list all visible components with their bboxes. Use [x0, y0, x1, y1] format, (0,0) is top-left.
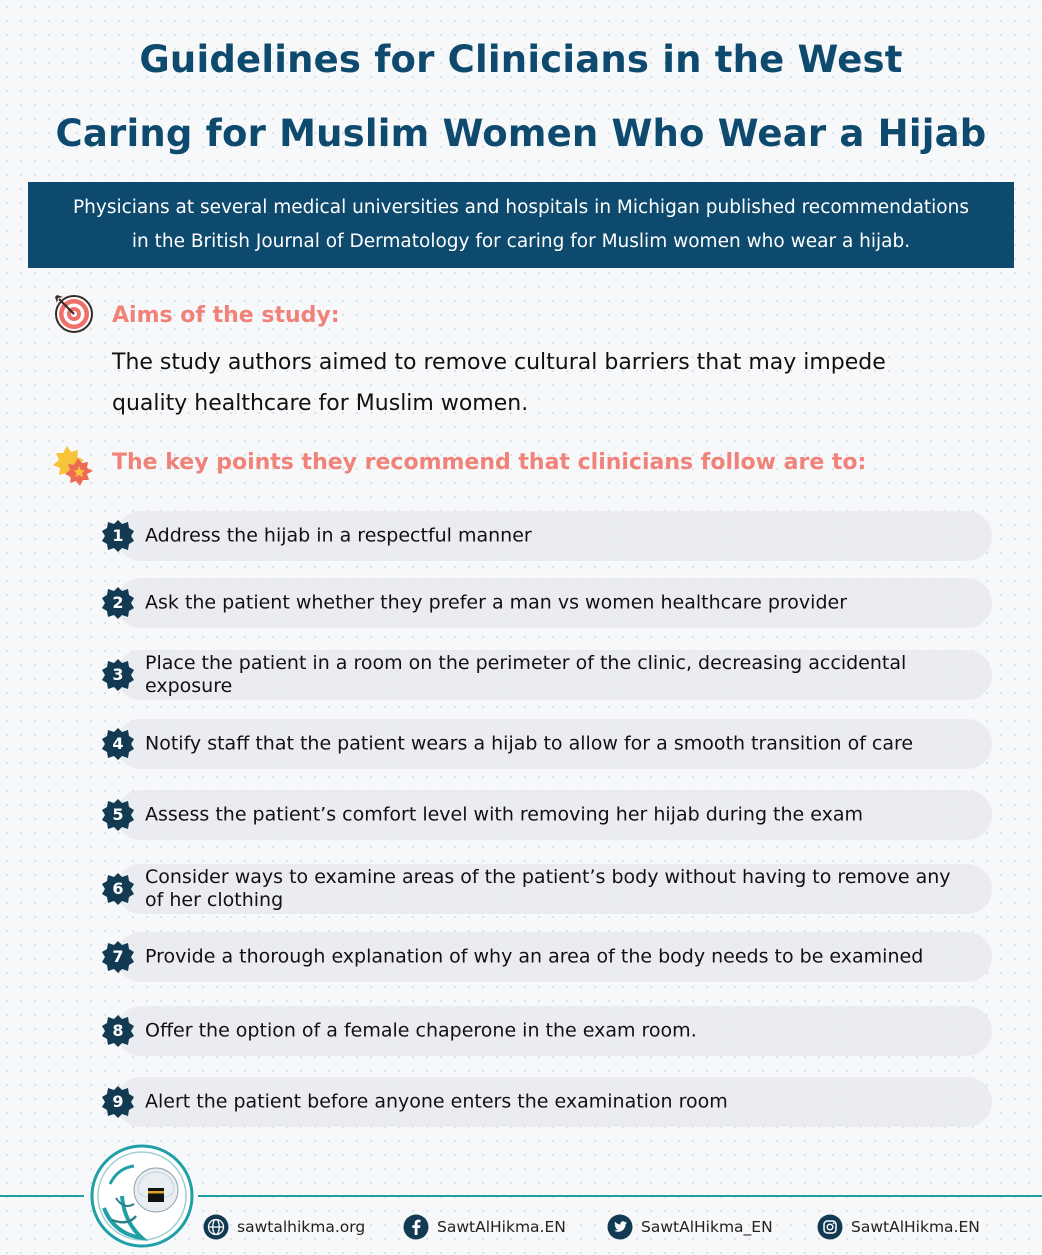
- list-item-text: Place the patient in a room on the perimeter of the clinic, decreasing accidental exposure: [145, 652, 907, 697]
- number-badge: 1: [100, 518, 136, 554]
- footer-link-label: SawtAlHikma_EN: [641, 1218, 773, 1236]
- footer-divider-left: [0, 1195, 84, 1197]
- page-title-line-2: Caring for Muslim Women Who Wear a Hijab: [55, 112, 987, 155]
- number-badge: 6: [100, 871, 136, 907]
- key-points-heading: The key points they recommend that clinicians follow are to:: [112, 450, 867, 475]
- number-badge: 2: [100, 585, 136, 621]
- aims-text: [112, 342, 992, 424]
- footer-link-label: sawtalhikma.org: [237, 1218, 366, 1236]
- number-badge: 4: [100, 726, 136, 762]
- footer-divider-right: [198, 1195, 1042, 1197]
- number-badge: 8: [100, 1013, 136, 1049]
- intro-line-2: in the British Journal of Dermatology for caring for Muslim women who wear a hijab.: [131, 231, 911, 252]
- number-badge: 9: [100, 1084, 136, 1120]
- list-item: [100, 650, 992, 700]
- footer-link-facebook[interactable]: [403, 1213, 566, 1241]
- list-item: [100, 790, 992, 840]
- list-item: [100, 932, 992, 982]
- list-item-text: Consider ways to examine areas of the patient’s body without having to remove any of her clothing: [145, 866, 951, 911]
- aims-line-1: The study authors aimed to remove cultural barriers that may impede: [112, 350, 886, 375]
- sawt-alhikma-logo: [88, 1138, 196, 1250]
- intro-banner: [28, 182, 1014, 268]
- page-title-line-1: Guidelines for Clinicians in the West: [139, 38, 903, 81]
- list-item: [100, 719, 992, 769]
- number-badge: 7: [100, 939, 136, 975]
- globe-icon: [203, 1214, 229, 1240]
- footer-link-website[interactable]: [203, 1213, 365, 1241]
- footer-link-twitter[interactable]: [607, 1213, 773, 1241]
- facebook-icon: [403, 1214, 429, 1240]
- list-item: [100, 1006, 992, 1056]
- aims-line-2: quality healthcare for Muslim women.: [112, 391, 529, 416]
- list-item-text: Ask the patient whether they prefer a man vs women healthcare provider: [145, 591, 848, 614]
- star-badge-icon: [50, 444, 96, 494]
- aims-heading: Aims of the study:: [112, 303, 340, 328]
- target-icon: [52, 292, 94, 338]
- instagram-icon: [817, 1214, 843, 1240]
- list-item: [100, 578, 992, 628]
- footer-link-label: SawtAlHikma.EN: [437, 1218, 566, 1236]
- footer-link-instagram[interactable]: [817, 1213, 980, 1241]
- list-item: [100, 511, 992, 561]
- list-item-text: Notify staff that the patient wears a hijab to allow for a smooth transition of care: [145, 732, 914, 755]
- list-item-text: Alert the patient before anyone enters the examination room: [145, 1090, 728, 1113]
- list-item: [100, 1077, 992, 1127]
- number-badge: 3: [100, 657, 136, 693]
- number-badge: 5: [100, 797, 136, 833]
- list-item-text: Address the hijab in a respectful manner: [145, 524, 532, 547]
- list-item: [100, 864, 992, 914]
- list-item-text: Offer the option of a female chaperone in the exam room.: [145, 1019, 697, 1042]
- list-item-text: Assess the patient’s comfort level with removing her hijab during the exam: [145, 803, 864, 826]
- twitter-icon: [607, 1214, 633, 1240]
- list-item-text: Provide a thorough explanation of why an area of the body needs to be examined: [145, 945, 924, 968]
- footer-link-label: SawtAlHikma.EN: [851, 1218, 980, 1236]
- intro-line-1: Physicians at several medical universities and hospitals in Michigan published recommendations: [72, 197, 969, 218]
